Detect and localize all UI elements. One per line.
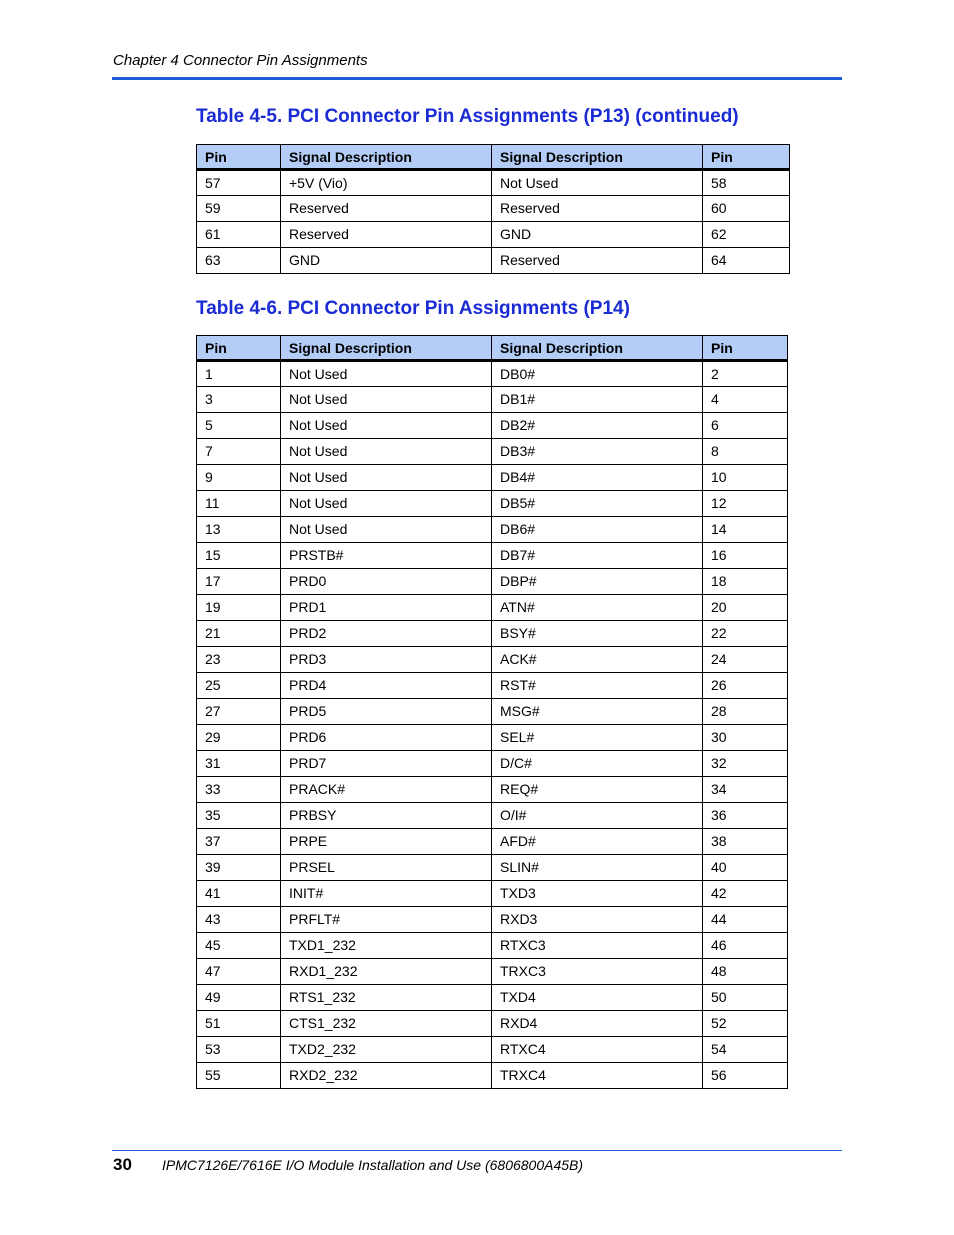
- table-row: [197, 959, 788, 985]
- pin-cell: 49: [197, 985, 281, 1011]
- signal-description-cell: ATN#: [492, 595, 703, 621]
- column-header-pin: Pin: [703, 145, 790, 170]
- signal-description-cell: REQ#: [492, 777, 703, 803]
- signal-description-cell: DB7#: [492, 543, 703, 569]
- signal-description-cell: RTXC3: [492, 933, 703, 959]
- table-row: [197, 595, 788, 621]
- table-row: [197, 465, 788, 491]
- column-header-pin: Pin: [703, 336, 788, 361]
- table-row: [197, 543, 788, 569]
- table-row: [197, 699, 788, 725]
- pin-cell: 32: [703, 751, 788, 777]
- pin-cell: 36: [703, 803, 788, 829]
- pin-cell: 62: [703, 222, 790, 248]
- signal-description-cell: ACK#: [492, 647, 703, 673]
- pin-cell: 61: [197, 222, 281, 248]
- table-row: [197, 569, 788, 595]
- header-rule: [112, 77, 842, 80]
- pin-cell: 31: [197, 751, 281, 777]
- pin-cell: 30: [703, 725, 788, 751]
- table-row: [197, 517, 788, 543]
- column-header-pin: Pin: [197, 336, 281, 361]
- pin-cell: 2: [703, 361, 788, 387]
- pin-cell: 34: [703, 777, 788, 803]
- pin-cell: 44: [703, 907, 788, 933]
- signal-description-cell: Not Used: [281, 465, 492, 491]
- document-title: IPMC7126E/7616E I/O Module Installation and Use (6806800A45B): [162, 1157, 584, 1173]
- pin-cell: 18: [703, 569, 788, 595]
- pin-cell: 10: [703, 465, 788, 491]
- column-header-signal-description: Signal Description: [492, 145, 703, 170]
- table-row: [197, 196, 790, 222]
- pin-cell: 64: [703, 248, 790, 274]
- signal-description-cell: RST#: [492, 673, 703, 699]
- pin-cell: 43: [197, 907, 281, 933]
- signal-description-cell: TXD1_232: [281, 933, 492, 959]
- signal-description-cell: PRD1: [281, 595, 492, 621]
- signal-description-cell: Not Used: [281, 439, 492, 465]
- table-row: [197, 361, 788, 387]
- table-4-6-title: Table 4-6. PCI Connector Pin Assignments (P14): [196, 298, 630, 319]
- signal-description-cell: RTS1_232: [281, 985, 492, 1011]
- table-row: [197, 413, 788, 439]
- signal-description-cell: Not Used: [492, 170, 703, 196]
- pin-cell: 27: [197, 699, 281, 725]
- pin-cell: 19: [197, 595, 281, 621]
- table-row: [197, 725, 788, 751]
- signal-description-cell: TXD2_232: [281, 1037, 492, 1063]
- table-row: [197, 1037, 788, 1063]
- pin-cell: 40: [703, 855, 788, 881]
- pin-cell: 46: [703, 933, 788, 959]
- signal-description-cell: +5V (Vio): [281, 170, 492, 196]
- table-row: [197, 222, 790, 248]
- pin-cell: 60: [703, 196, 790, 222]
- signal-description-cell: RXD2_232: [281, 1063, 492, 1089]
- pin-cell: 35: [197, 803, 281, 829]
- signal-description-cell: DB3#: [492, 439, 703, 465]
- pin-cell: 8: [703, 439, 788, 465]
- signal-description-cell: PRD0: [281, 569, 492, 595]
- pin-cell: 28: [703, 699, 788, 725]
- pin-cell: 56: [703, 1063, 788, 1089]
- table-row: [197, 829, 788, 855]
- signal-description-cell: PRFLT#: [281, 907, 492, 933]
- signal-description-cell: O/I#: [492, 803, 703, 829]
- signal-description-cell: Not Used: [281, 517, 492, 543]
- signal-description-cell: Not Used: [281, 361, 492, 387]
- signal-description-cell: PRSEL: [281, 855, 492, 881]
- pin-cell: 16: [703, 543, 788, 569]
- signal-description-cell: TRXC3: [492, 959, 703, 985]
- signal-description-cell: Not Used: [281, 413, 492, 439]
- table-row: [197, 881, 788, 907]
- signal-description-cell: Not Used: [281, 387, 492, 413]
- pin-cell: 9: [197, 465, 281, 491]
- signal-description-cell: TXD4: [492, 985, 703, 1011]
- pin-cell: 52: [703, 1011, 788, 1037]
- signal-description-cell: Reserved: [492, 248, 703, 274]
- table-header-row: [197, 145, 790, 170]
- pin-cell: 48: [703, 959, 788, 985]
- pin-cell: 24: [703, 647, 788, 673]
- pin-cell: 54: [703, 1037, 788, 1063]
- signal-description-cell: CTS1_232: [281, 1011, 492, 1037]
- signal-description-cell: Reserved: [281, 196, 492, 222]
- signal-description-cell: PRSTB#: [281, 543, 492, 569]
- table-row: [197, 647, 788, 673]
- signal-description-cell: DB6#: [492, 517, 703, 543]
- signal-description-cell: PRD3: [281, 647, 492, 673]
- signal-description-cell: SLIN#: [492, 855, 703, 881]
- signal-description-cell: RXD4: [492, 1011, 703, 1037]
- signal-description-cell: RTXC4: [492, 1037, 703, 1063]
- pin-cell: 63: [197, 248, 281, 274]
- table-row: [197, 1011, 788, 1037]
- table-header-row: [197, 336, 788, 361]
- signal-description-cell: PRD6: [281, 725, 492, 751]
- table-row: [197, 777, 788, 803]
- pin-cell: 4: [703, 387, 788, 413]
- footer-rule: [112, 1150, 842, 1151]
- pin-cell: 42: [703, 881, 788, 907]
- signal-description-cell: RXD1_232: [281, 959, 492, 985]
- table-row: [197, 855, 788, 881]
- pin-cell: 15: [197, 543, 281, 569]
- signal-description-cell: TXD3: [492, 881, 703, 907]
- signal-description-cell: AFD#: [492, 829, 703, 855]
- column-header-pin: Pin: [197, 145, 281, 170]
- signal-description-cell: PRD4: [281, 673, 492, 699]
- pin-cell: 3: [197, 387, 281, 413]
- pin-cell: 13: [197, 517, 281, 543]
- pin-cell: 26: [703, 673, 788, 699]
- pin-cell: 50: [703, 985, 788, 1011]
- pin-cell: 58: [703, 170, 790, 196]
- signal-description-cell: Reserved: [281, 222, 492, 248]
- signal-description-cell: DB0#: [492, 361, 703, 387]
- pin-cell: 7: [197, 439, 281, 465]
- pin-cell: 11: [197, 491, 281, 517]
- table-row: [197, 439, 788, 465]
- signal-description-cell: DB1#: [492, 387, 703, 413]
- signal-description-cell: Not Used: [281, 491, 492, 517]
- pin-cell: 5: [197, 413, 281, 439]
- signal-description-cell: DB5#: [492, 491, 703, 517]
- table-4-6: [196, 335, 788, 1089]
- table-row: [197, 673, 788, 699]
- pin-cell: 47: [197, 959, 281, 985]
- table-4-5-title: Table 4-5. PCI Connector Pin Assignments (P13) (continued): [196, 106, 739, 127]
- pin-cell: 57: [197, 170, 281, 196]
- signal-description-cell: PRBSY: [281, 803, 492, 829]
- pin-cell: 53: [197, 1037, 281, 1063]
- pin-cell: 41: [197, 881, 281, 907]
- pin-cell: 45: [197, 933, 281, 959]
- signal-description-cell: GND: [492, 222, 703, 248]
- table-row: [197, 387, 788, 413]
- pin-cell: 22: [703, 621, 788, 647]
- signal-description-cell: PRD7: [281, 751, 492, 777]
- table-4-5: [196, 144, 790, 274]
- table-row: [197, 803, 788, 829]
- pin-cell: 12: [703, 491, 788, 517]
- signal-description-cell: PRD2: [281, 621, 492, 647]
- pin-cell: 20: [703, 595, 788, 621]
- signal-description-cell: INIT#: [281, 881, 492, 907]
- pin-cell: 33: [197, 777, 281, 803]
- signal-description-cell: PRACK#: [281, 777, 492, 803]
- column-header-signal-description: Signal Description: [281, 145, 492, 170]
- signal-description-cell: DB2#: [492, 413, 703, 439]
- pin-cell: 23: [197, 647, 281, 673]
- pin-cell: 39: [197, 855, 281, 881]
- signal-description-cell: BSY#: [492, 621, 703, 647]
- table-row: [197, 1063, 788, 1089]
- table-row: [197, 933, 788, 959]
- signal-description-cell: DB4#: [492, 465, 703, 491]
- pin-cell: 51: [197, 1011, 281, 1037]
- pin-cell: 29: [197, 725, 281, 751]
- signal-description-cell: RXD3: [492, 907, 703, 933]
- table-row: [197, 248, 790, 274]
- page-number: 30: [113, 1155, 132, 1174]
- pin-cell: 37: [197, 829, 281, 855]
- table-row: [197, 751, 788, 777]
- signal-description-cell: DBP#: [492, 569, 703, 595]
- table-row: [197, 170, 790, 196]
- pin-cell: 17: [197, 569, 281, 595]
- column-header-signal-description: Signal Description: [492, 336, 703, 361]
- table-row: [197, 907, 788, 933]
- pin-cell: 6: [703, 413, 788, 439]
- pin-cell: 21: [197, 621, 281, 647]
- table-row: [197, 985, 788, 1011]
- signal-description-cell: GND: [281, 248, 492, 274]
- signal-description-cell: SEL#: [492, 725, 703, 751]
- chapter-header: Chapter 4 Connector Pin Assignments: [113, 52, 368, 69]
- table-row: [197, 491, 788, 517]
- table-row: [197, 621, 788, 647]
- pin-cell: 1: [197, 361, 281, 387]
- signal-description-cell: MSG#: [492, 699, 703, 725]
- column-header-signal-description: Signal Description: [281, 336, 492, 361]
- signal-description-cell: PRPE: [281, 829, 492, 855]
- pin-cell: 38: [703, 829, 788, 855]
- signal-description-cell: Reserved: [492, 196, 703, 222]
- signal-description-cell: D/C#: [492, 751, 703, 777]
- pin-cell: 55: [197, 1063, 281, 1089]
- pin-cell: 59: [197, 196, 281, 222]
- signal-description-cell: PRD5: [281, 699, 492, 725]
- signal-description-cell: TRXC4: [492, 1063, 703, 1089]
- pin-cell: 14: [703, 517, 788, 543]
- pin-cell: 25: [197, 673, 281, 699]
